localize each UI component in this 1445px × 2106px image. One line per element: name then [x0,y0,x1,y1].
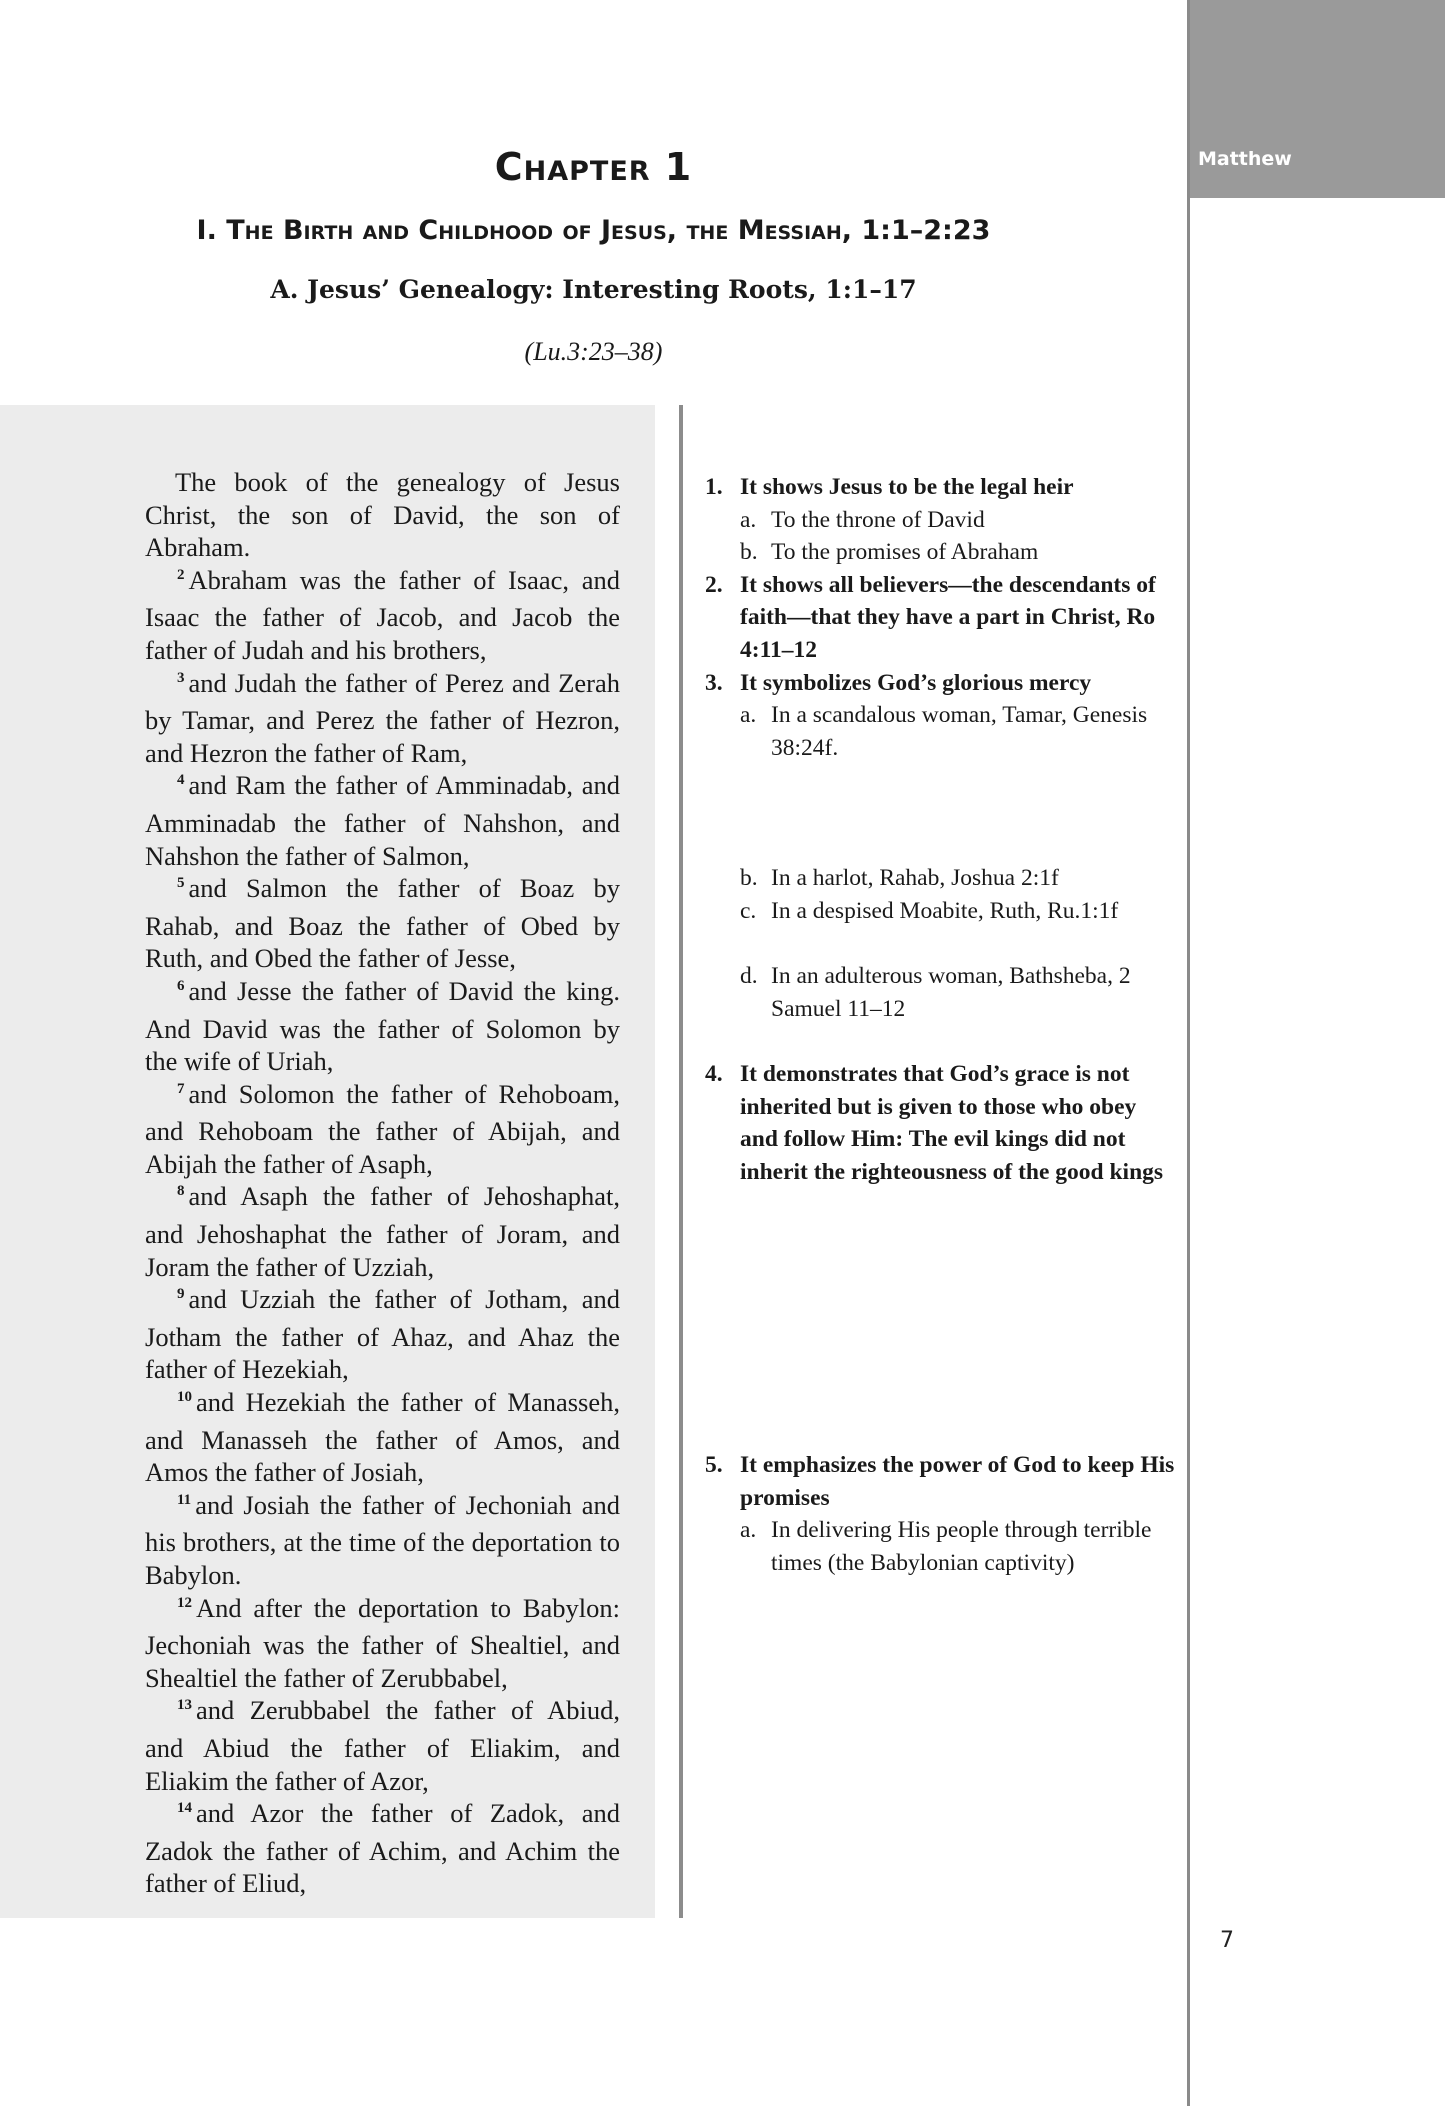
outline-point-5 [705,1449,1175,1579]
sub-text: In a harlot, Rahab, Joshua 2:1f [771,865,1059,891]
cross-reference: (Lu.3:23–38) [524,337,663,366]
verse-number: 9 [177,1286,185,1303]
verse [145,1489,620,1592]
point-number: 5. [705,1452,723,1478]
chapter-title: Chapter 1 [494,145,693,189]
page-number: 7 [1220,1928,1234,1953]
sub-letter: a. [740,702,757,729]
point-text: It emphasizes the power of God to keep His promises [740,1452,1175,1511]
verse-number: 6 [177,977,185,994]
point-text: It shows Jesus to be the legal heir [740,474,1074,500]
verse-text: and Josiah the father of Jechoniah and his brothers, at the time of the deportation to Babylon. [145,1489,620,1590]
book-tab-label: Matthew [1198,148,1292,170]
sub-letter: b. [740,539,758,566]
verse [145,872,620,975]
verse-number: 3 [177,669,185,686]
side-strip [1187,0,1445,2106]
point-number: 3. [705,669,723,696]
verse-text: and Zerubbabel the father of Abiud, and Abiud the father of Eliakim, and Eliakim the father of Azor, [145,1695,620,1796]
verse [145,1592,620,1695]
verse-text: and Solomon the father of Rehoboam, and Rehoboam the father of Abijah, and Abijah the father of Asaph, [145,1078,620,1179]
outline-point-3b [705,862,1175,927]
verse-number: 7 [177,1080,185,1097]
point-text: It demonstrates that God’s grace is not inherited but is given to those who obey and follow Him: The evil kings did not inherit the righteousness of the good kings [740,1061,1164,1185]
verse-number: 5 [177,875,185,892]
sub-text: To the promises of Abraham [771,539,1039,566]
book-tab [1190,0,1445,198]
verse-1: The book of the genealogy of Jesus Christ, the son of David, the son of Abraham. [145,467,620,563]
verse-text: and Uzziah the father of Jotham, and Jotham the father of Ahaz, and Ahaz the father of Hezekiah, [145,1284,620,1385]
verse [145,667,620,770]
verse-text: and Azor the father of Zadok, and Zadok the father of Achim, and Achim the father of Eliud, [145,1798,620,1899]
verse-number: 12 [177,1594,192,1611]
outline-point-3d [705,960,1175,1025]
sub-text: To the throne of David [771,506,985,533]
sub-text: In an adulterous woman, Bathsheba, 2 Samuel 11–12 [771,963,1131,1022]
verse-number: 8 [177,1183,185,1200]
verse-text: and Judah the father of Perez and Zerah by Tamar, and Perez the father of Hezron, and Hezron the father of Ram, [145,667,620,768]
verse-text: And after the deportation to Babylon: Jechoniah was the father of Shealtiel, and Shealtiel the father of Zerubbabel, [145,1592,620,1693]
sub-text: In delivering His people through terrible times (the Babylonian captivity) [771,1517,1152,1576]
outline-point-4 [705,1058,1175,1188]
verse-text: and Hezekiah the father of Manasseh, and Manasseh the father of Amos, and Amos the father of Josiah, [145,1387,620,1488]
point-number: 4. [705,1061,723,1087]
section-title: I. The Birth and Childhood of Jesus, the Messiah, 1:1–2:23 [196,215,991,246]
sub-letter: b. [740,865,758,891]
sub-letter: c. [740,897,757,924]
point-text: It symbolizes God’s glorious mercy [740,669,1092,696]
verse [145,1078,620,1181]
verse-text: and Ram the father of Amminadab, and Amminadab the father of Nahshon, and Nahshon the father of Salmon, [145,770,620,871]
verse [145,975,620,1078]
verse-number: 14 [177,1800,192,1817]
verse-number: 4 [177,772,185,789]
verse [145,1180,620,1283]
verse-text: and Salmon the father of Boaz by Rahab, and Boaz the father of Obed by Ruth, and Obed the father of Jesse, [145,873,620,974]
verse [145,564,620,667]
point-text: It shows all believers—the descendants of faith—that they have a part in Christ, Ro 4:11–12 [740,571,1156,663]
sub-letter: a. [740,506,757,533]
verse-text: and Jesse the father of David the king. And David was the father of Solomon by the wife of Uriah, [145,975,620,1077]
subsection-title: A. Jesus’ Genealogy: Interesting Roots, 1:1–17 [270,275,917,304]
verse-number: 13 [177,1697,192,1714]
verse-number: 10 [177,1389,192,1406]
verse-text: Abraham was the father of Isaac, and Isaac the father of Jacob, and Jacob the father of Judah and his brothers, [145,564,620,665]
point-number: 1. [705,474,723,500]
verse-number: 11 [177,1491,192,1508]
scripture-text [145,466,620,1900]
verse [145,1797,620,1900]
sub-letter: d. [740,963,758,989]
verse [145,1283,620,1386]
verse-number: 2 [177,566,185,583]
sub-letter: a. [740,1517,757,1544]
column-divider [679,405,683,1918]
verse [145,1694,620,1797]
verse-text: and Asaph the father of Jehoshaphat, and Jehoshaphat the father of Joram, and Joram the father of Uzziah, [145,1181,620,1282]
verse [145,769,620,872]
verse [145,1386,620,1489]
outline-point-1 [705,471,1175,764]
point-number: 2. [705,571,723,598]
sub-text: In a scandalous woman, Tamar, Genesis 38:24f. [771,702,1148,761]
sub-text: In a despised Moabite, Ruth, Ru.1:1f [771,897,1119,924]
